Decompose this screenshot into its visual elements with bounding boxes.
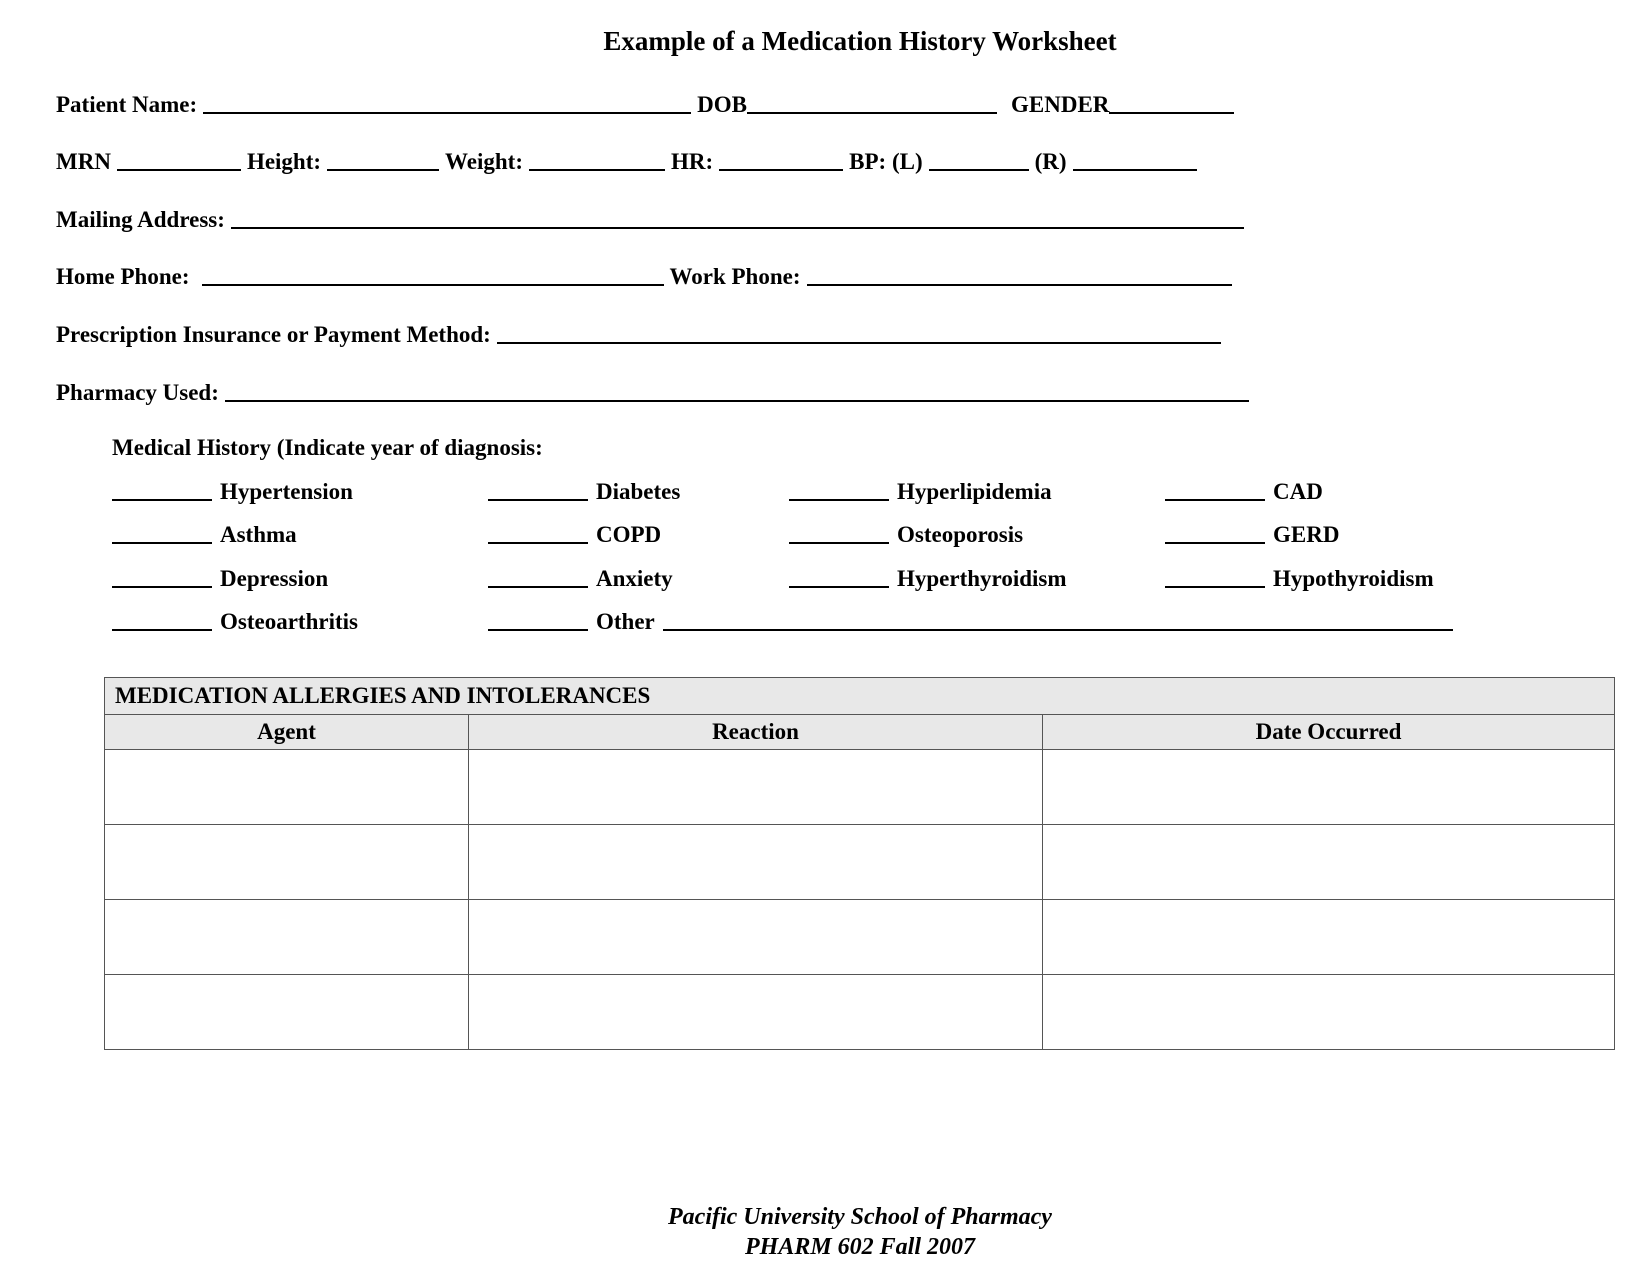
condition-label: Diabetes: [596, 479, 681, 504]
pharmacy-row: [56, 380, 1255, 406]
column-header-reaction: Reaction: [469, 715, 1043, 750]
condition-cad: [1165, 479, 1323, 505]
year-field[interactable]: [789, 586, 889, 588]
year-field[interactable]: [488, 542, 588, 544]
other-condition-field[interactable]: [663, 629, 1453, 631]
year-field[interactable]: [112, 629, 212, 631]
dob-field[interactable]: [747, 112, 997, 114]
work-phone-field[interactable]: [807, 284, 1232, 286]
agent-cell[interactable]: [105, 750, 469, 825]
condition-gerd: [1165, 522, 1339, 548]
weight-field[interactable]: [529, 169, 665, 171]
condition-label: Hyperthyroidism: [897, 566, 1067, 591]
pharmacy-field[interactable]: [225, 400, 1249, 402]
condition-label: Osteoarthritis: [220, 609, 358, 634]
allergy-table-title: MEDICATION ALLERGIES AND INTOLERANCES: [105, 678, 1615, 715]
agent-cell[interactable]: [105, 825, 469, 900]
gender-label: GENDER: [1011, 92, 1110, 117]
condition-label: Osteoporosis: [897, 522, 1024, 547]
condition-label: COPD: [596, 522, 662, 547]
condition-label: CAD: [1273, 479, 1323, 504]
date-cell[interactable]: [1043, 825, 1615, 900]
allergy-table: [104, 677, 1615, 1050]
year-field[interactable]: [789, 499, 889, 501]
hr-field[interactable]: [719, 169, 843, 171]
year-field[interactable]: [1165, 586, 1265, 588]
bp-left-label: BP: (L): [849, 149, 923, 174]
phone-row: [56, 264, 1238, 290]
year-field[interactable]: [789, 542, 889, 544]
reaction-cell[interactable]: [469, 900, 1043, 975]
table-row: [105, 825, 1615, 900]
date-cell[interactable]: [1043, 750, 1615, 825]
bp-right-field[interactable]: [1073, 169, 1197, 171]
gender-field[interactable]: [1109, 112, 1234, 114]
insurance-row: [56, 322, 1227, 348]
condition-osteoarthritis: [112, 609, 358, 635]
table-row: [105, 900, 1615, 975]
year-field[interactable]: [488, 499, 588, 501]
year-field[interactable]: [488, 586, 588, 588]
table-row: [105, 975, 1615, 1050]
agent-cell[interactable]: [105, 900, 469, 975]
footer-course: PHARM 602 Fall 2007: [744, 1234, 976, 1260]
pharmacy-label: Pharmacy Used:: [56, 380, 219, 405]
column-header-date-occurred: Date Occurred: [1043, 715, 1615, 750]
column-header-agent: Agent: [105, 715, 469, 750]
patient-info-row-1: [56, 92, 1240, 118]
condition-copd: [488, 522, 661, 548]
condition-label: Anxiety: [596, 566, 673, 591]
agent-cell[interactable]: [105, 975, 469, 1050]
reaction-cell[interactable]: [469, 975, 1043, 1050]
year-field[interactable]: [112, 499, 212, 501]
condition-label: Depression: [220, 566, 329, 591]
condition-hyperthyroidism: [789, 566, 1067, 592]
year-field[interactable]: [1165, 499, 1265, 501]
dob-label: DOB: [697, 92, 747, 117]
year-field[interactable]: [112, 542, 212, 544]
mrn-label: MRN: [56, 149, 111, 174]
condition-label: Asthma: [220, 522, 297, 547]
work-phone-label: Work Phone:: [669, 264, 801, 289]
footer: [0, 1202, 1650, 1262]
hr-label: HR:: [671, 149, 714, 174]
bp-right-label: (R): [1034, 149, 1067, 174]
condition-label: GERD: [1273, 522, 1340, 547]
reaction-cell[interactable]: [469, 750, 1043, 825]
reaction-cell[interactable]: [469, 825, 1043, 900]
home-phone-field[interactable]: [202, 284, 664, 286]
year-field[interactable]: [112, 586, 212, 588]
condition-anxiety: [488, 566, 673, 592]
home-phone-label: Home Phone:: [56, 264, 190, 289]
patient-name-label: Patient Name:: [56, 92, 198, 117]
page-title: Example of a Medication History Worksheet: [603, 26, 1117, 56]
mailing-address-label: Mailing Address:: [56, 207, 225, 232]
condition-hypertension: [112, 479, 353, 505]
footer-institution: Pacific University School of Pharmacy: [668, 1204, 1052, 1230]
condition-label: Other: [596, 609, 655, 634]
condition-other: [488, 609, 1461, 635]
insurance-field[interactable]: [497, 342, 1221, 344]
patient-name-field[interactable]: [203, 112, 691, 114]
mailing-address-field[interactable]: [231, 227, 1244, 229]
height-label: Height:: [246, 149, 322, 174]
patient-info-row-2: [56, 149, 1203, 175]
condition-diabetes: [488, 479, 680, 505]
bp-left-field[interactable]: [929, 169, 1029, 171]
medical-history-heading: Medical History (Indicate year of diagnosis:: [112, 435, 543, 460]
condition-label: Hypothyroidism: [1273, 566, 1434, 591]
year-field[interactable]: [1165, 542, 1265, 544]
condition-label: Hyperlipidemia: [897, 479, 1052, 504]
year-field[interactable]: [488, 629, 588, 631]
date-cell[interactable]: [1043, 900, 1615, 975]
allergy-table-header: [105, 715, 1615, 750]
condition-osteoporosis: [789, 522, 1023, 548]
condition-depression: [112, 566, 328, 592]
mailing-address-row: [56, 207, 1250, 233]
weight-label: Weight:: [445, 149, 523, 174]
condition-hypothyroidism: [1165, 566, 1434, 592]
condition-hyperlipidemia: [789, 479, 1052, 505]
mrn-field[interactable]: [117, 169, 241, 171]
insurance-label: Prescription Insurance or Payment Method:: [56, 322, 491, 347]
height-field[interactable]: [327, 169, 439, 171]
condition-label: Hypertension: [220, 479, 353, 504]
condition-asthma: [112, 522, 297, 548]
date-cell[interactable]: [1043, 975, 1615, 1050]
table-row: [105, 750, 1615, 825]
